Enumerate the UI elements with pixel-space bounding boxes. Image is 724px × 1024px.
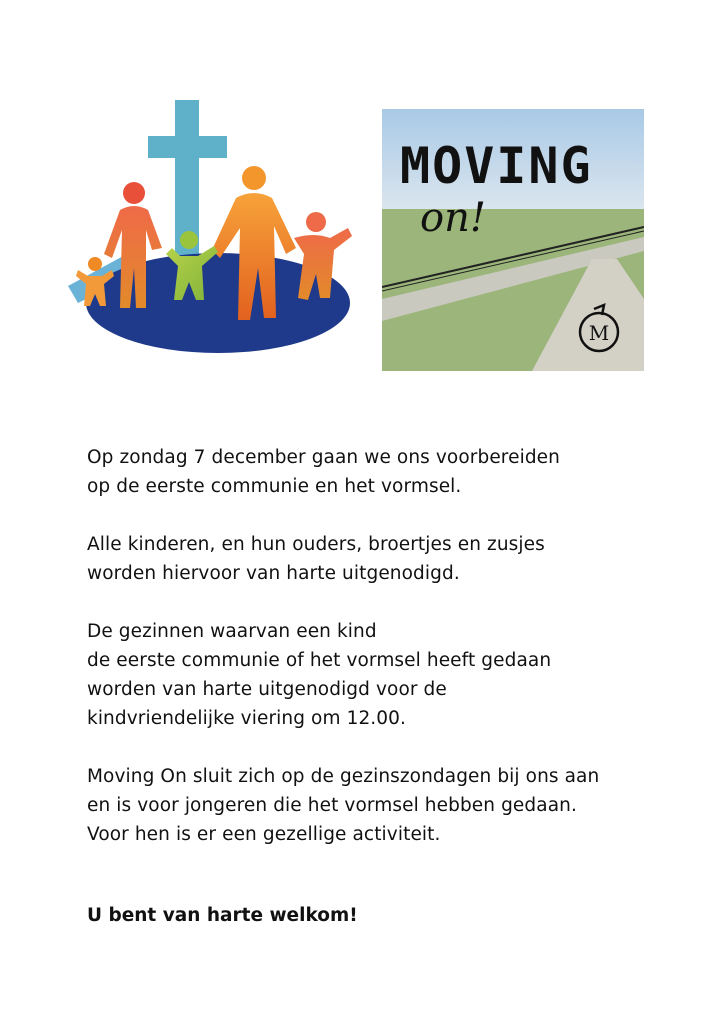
text-line: Moving On sluit zich op de gezinszondagen bij ons aan xyxy=(87,766,600,787)
family-cross-logo xyxy=(68,98,358,356)
text-line: kindvriendelijke viering om 12.00. xyxy=(87,708,407,729)
moving-subtitle: on! xyxy=(420,195,486,241)
text-line: De gezinnen waarvan een kind xyxy=(87,621,377,642)
text-line: Alle kinderen, en hun ouders, broertjes en zusjes xyxy=(87,534,545,555)
text-line: de eerste communie of het vormsel heeft gedaan xyxy=(87,650,552,671)
text-line: en is voor jongeren die het vormsel hebben gedaan. xyxy=(87,795,577,816)
cross-family-icon xyxy=(68,98,358,356)
text-line: op de eerste communie en het vormsel. xyxy=(87,476,462,497)
badge-letter: M xyxy=(588,321,610,345)
moving-on-logo xyxy=(382,109,644,371)
text-line: worden hiervoor van harte uitgenodigd. xyxy=(87,563,460,584)
text-line: Voor hen is er een gezellige activiteit. xyxy=(87,824,441,845)
invitation-text xyxy=(87,443,687,878)
paragraph-invitation xyxy=(87,530,687,588)
text-line: worden van harte uitgenodigd voor de xyxy=(87,679,447,700)
closing-welcome: U bent van harte welkom! xyxy=(87,905,358,926)
moving-title: MOVING xyxy=(400,137,593,195)
text-line: Op zondag 7 december gaan we ons voorbereiden xyxy=(87,447,560,468)
paragraph-families xyxy=(87,617,687,733)
paragraph-moving-on xyxy=(87,762,687,849)
paragraph-date xyxy=(87,443,687,501)
